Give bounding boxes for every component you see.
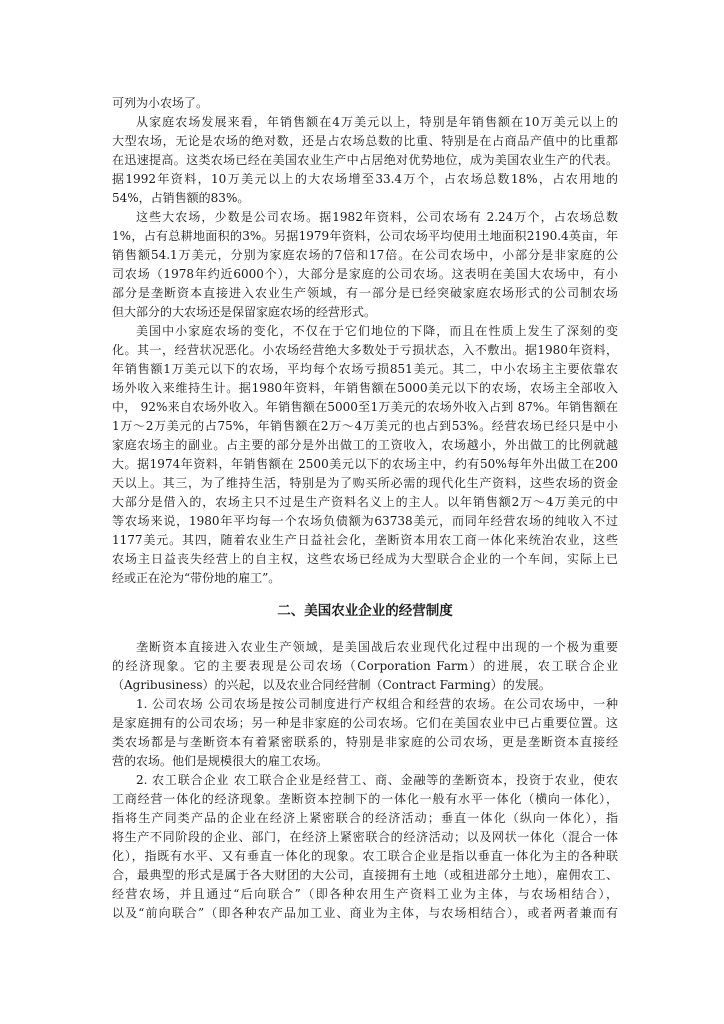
text-line: 可列为小农场了。: [112, 96, 209, 110]
text-line: 1177美元。其四，随着农业生产日益社会化，垄断资本用农工商一体化来统治农业，这些: [112, 533, 618, 547]
text-line: 中， 92%来自农场外收入。年销售额在5000至1万美元的农场外收入占到 87%。年销售额在: [112, 400, 618, 414]
section-2-body: [112, 638, 618, 923]
text-line: 场外收入来维持生计。据1980年资料，年销售额在5000美元以下的农场，农场主全部收入: [112, 381, 618, 395]
text-line: 家庭农场主的副业。占主要的部分是外出做工的工资收入，农场越小，外出做工的比例就越: [112, 438, 618, 452]
text-line: 从家庭农场发展来看，年销售额在4万美元以上，特别是年销售额在10万美元以上的: [136, 115, 618, 129]
text-line: 在迅速提高。这类农场已经在美国农业生产中占居绝对优势地位，成为美国农业生产的代表。: [112, 153, 618, 167]
text-line: 年销售额1万美元以下的农场，平均每个农场亏损851美元。其二，中小农场主主要依靠农: [112, 362, 618, 376]
text-line: 天以上。其三，为了维持生活，特别是为了购买所必需的现代化生产资料，这些农场的资金: [112, 476, 618, 490]
text-line: 以及“前向联合”（即各种农产品加工业、商业为主体，与农场相结合），或者两者兼而有: [112, 906, 618, 920]
text-line: 1. 公司农场 公司农场是按公司制度进行产权组合和经营的农场。在公司农场中，一种: [136, 697, 618, 711]
text-line: 指将生产同类产品的企业在经济上紧密联合的经济活动；垂直一体化（纵向一体化），指: [112, 811, 618, 825]
text-line: 1万～2万美元的占75%，年销售额在2万～4万美元的也占到53%。经营农场已经只是中小: [112, 419, 618, 433]
text-line: 合，最典型的形式是属于各大财团的大公司，直接拥有土地（或租进部分土地），雇佣农工、: [112, 868, 618, 882]
text-line: 销售额54.1万美元，分别为家庭农场的7倍和17倍。在公司农场中，小部分是非家庭的公: [112, 248, 618, 262]
document-page: [112, 94, 618, 923]
text-line: 大。据1974年资料，年销售额在 2500美元以下的农场主中，约有50%每年外出做工在200: [112, 457, 618, 471]
section-1-body: [112, 94, 618, 588]
section-heading: 二、美国农业企业的经营制度: [277, 603, 453, 619]
text-line: 但大部分的大农场还是保留家庭农场的经营形式。: [112, 305, 377, 319]
text-line: 工商经营一体化的经济现象。垄断资本控制下的一体化一般有水平一体化（横向一体化），: [112, 792, 618, 806]
text-line: 是家庭拥有的公司农场；另一种是非家庭的公司农场。它们在美国农业中已占重要位置。这: [112, 716, 618, 730]
text-line: 类农场都是与垄断资本有着紧密联系的，特别是非家庭的公司农场，更是垄断资本直接经: [112, 735, 618, 749]
text-line: 美国中小家庭农场的变化，不仅在于它们地位的下降，而且在性质上发生了深刻的变: [136, 324, 618, 338]
text-line: 54%，占销售额的83%。: [112, 191, 250, 205]
text-line: 经或正在沦为“带份地的雇工”。: [112, 571, 281, 585]
text-line: 大型农场，无论是农场的绝对数，还是占农场总数的比重、特别是在占商品产值中的比重都: [112, 134, 618, 148]
text-line: （Agribusiness）的兴起，以及农业合同经营制（Contract Farming）的发展。: [112, 678, 551, 692]
text-line: 营的农场。他们是规模很大的雇工农场。: [112, 754, 329, 768]
text-line: 大部分是借入的，农场主只不过是生产资料名义上的主人。以年销售额2万～4万美元的中: [112, 495, 618, 509]
text-line: 经营农场，并且通过“后向联合”（即各种农用生产资料工业为主体，与农场相结合），: [112, 887, 618, 901]
text-line: 2. 农工联合企业 农工联合企业是经营工、商、金融等的垄断资本，投资于农业，使农: [136, 773, 618, 787]
text-line: 将生产不同阶段的企业、部门，在经济上紧密联合的经济活动；以及网状一体化（混合一体: [112, 830, 618, 844]
text-line: 部分是垄断资本直接进入农业生产领域，有一部分是已经突破家庭农场形式的公司制农场: [112, 286, 618, 300]
text-line: 化），指既有水平、又有垂直一体化的现象。农工联合企业是指以垂直一体化为主的各种联: [112, 849, 618, 863]
text-line: 垄断资本直接进入农业生产领域，是美国战后农业现代化过程中出现的一个极为重要: [136, 640, 618, 654]
text-line: 的经济现象。它的主要表现是公司农场（Corporation Farm）的进展，农工联合企业: [112, 659, 618, 673]
text-line: 司农场（1978年约近6000个），大部分是家庭的公司农场。这表明在美国大农场中，有小: [112, 267, 618, 281]
text-line: 等农场来说，1980年平均每一个农场负债额为63738美元，而同年经营农场的纯收入不过: [112, 514, 618, 528]
text-line: 农场主日益丧失经营上的自主权，这些农场已经成为大型联合企业的一个车间，实际上已: [112, 552, 618, 566]
text-line: 这些大农场，少数是公司农场。据1982年资料，公司农场有 2.24万个，占农场总数: [136, 210, 618, 224]
text-line: 化。其一，经营状况恶化。小农场经营绝大多数处于亏损状态，入不敷出。据1980年资料，: [112, 343, 618, 357]
text-line: 据1992年资料，10万美元以上的大农场增至33.4万个，占农场总数18%，占农用地的: [112, 172, 618, 186]
text-line: 1%，占有总耕地面积的3%。另据1979年资料，公司农场平均使用土地面积2190.4英亩，年: [112, 229, 618, 243]
